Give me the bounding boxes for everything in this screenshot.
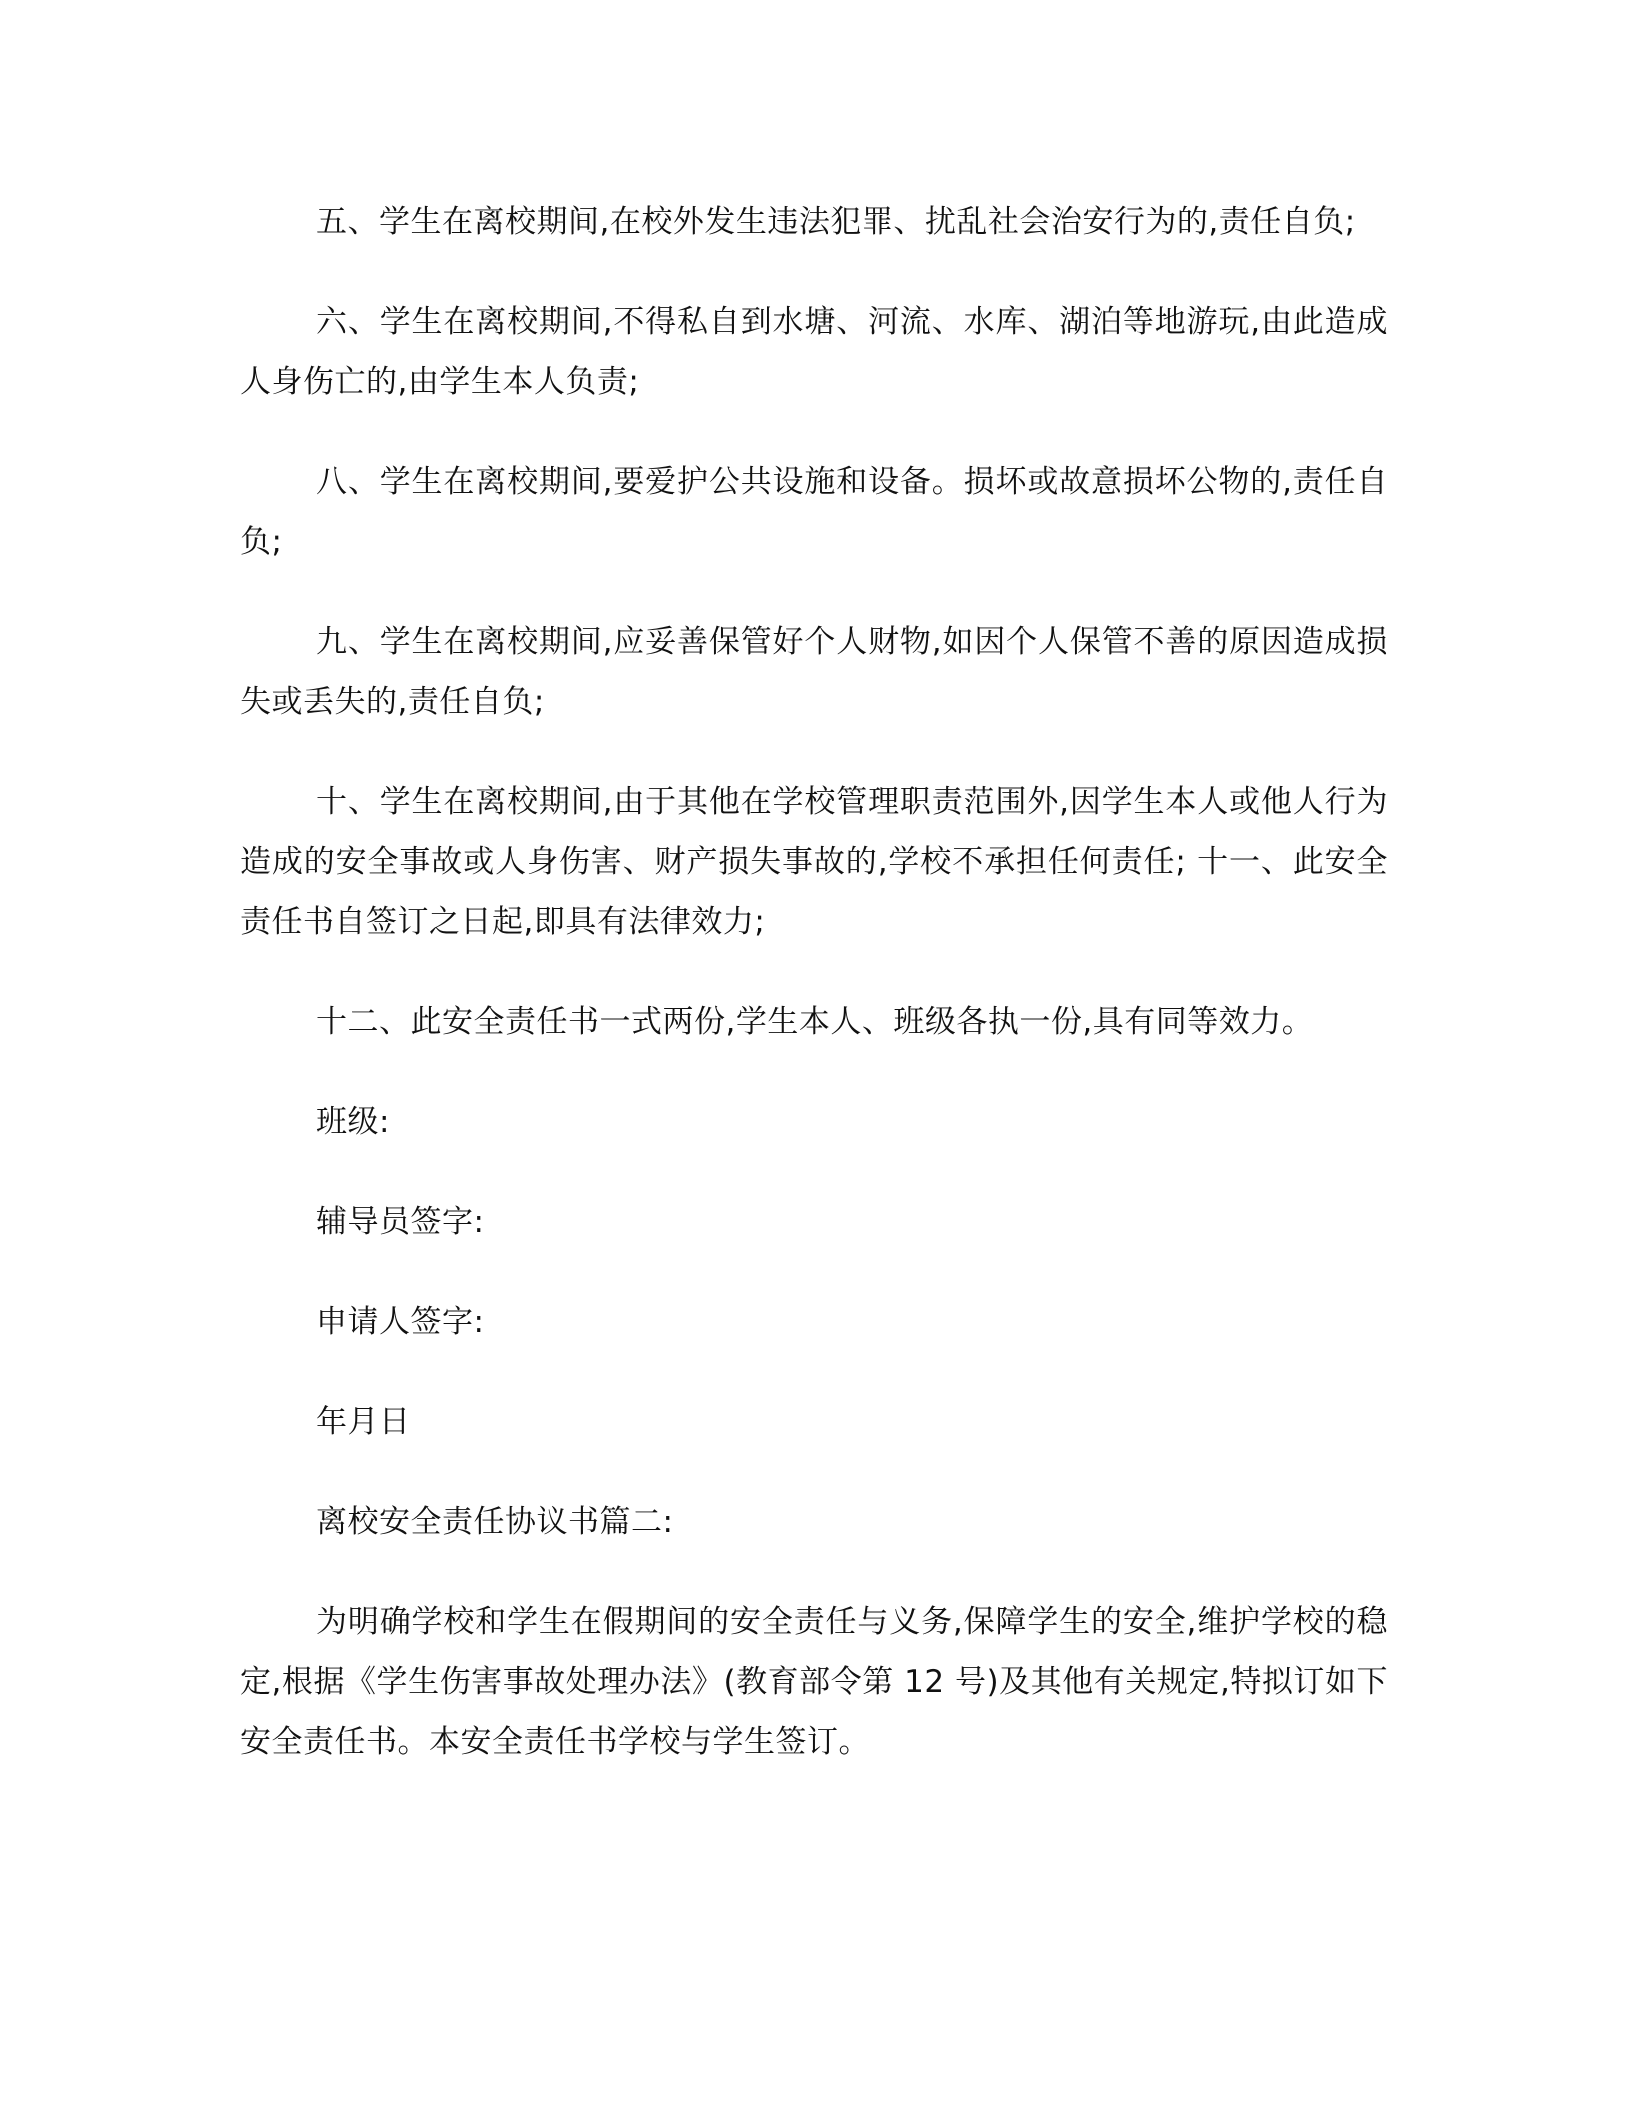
clause-5: 五、学生在离校期间,在校外发生违法犯罪、扰乱社会治安行为的,责任自负; — [316, 204, 1356, 240]
clause-9: 九、学生在离校期间,应妥善保管好个人财物,如因个人保管不善的原因造成损失或丢失的,责任自负; — [240, 624, 1388, 720]
clause-6: 六、学生在离校期间,不得私自到水塘、河流、水库、湖泊等地游玩,由此造成人身伤亡的,由学生本人负责; — [240, 304, 1388, 400]
clause-8: 八、学生在离校期间,要爱护公共设施和设备。损坏或故意损坏公物的,责任自负; — [240, 464, 1388, 560]
applicant-signature-label: 申请人签字: — [316, 1304, 485, 1340]
section-heading: 离校安全责任协议书篇二: — [316, 1504, 674, 1540]
clause-10-11: 十、学生在离校期间,由于其他在学校管理职责范围外,因学生本人或他人行为造成的安全事故或人身伤害、财产损失事故的,学校不承担任何责任; 十一、此安全责任书自签订之日起,即具有法律效力; — [240, 784, 1388, 940]
class-field-label: 班级: — [316, 1104, 390, 1140]
intro-paragraph: 为明确学校和学生在假期间的安全责任与义务,保障学生的安全,维护学校的稳定,根据《学生伤害事故处理办法》(教育部令第 12 号)及其他有关规定,特拟订如下安全责任书。本安全责任书学校与学生签订。 — [240, 1604, 1388, 1760]
clause-12: 十二、此安全责任书一式两份,学生本人、班级各执一份,具有同等效力。 — [316, 1004, 1314, 1040]
counselor-signature-label: 辅导员签字: — [316, 1204, 485, 1240]
date-label: 年月日 — [316, 1404, 411, 1440]
document-page — [240, 192, 1388, 1812]
